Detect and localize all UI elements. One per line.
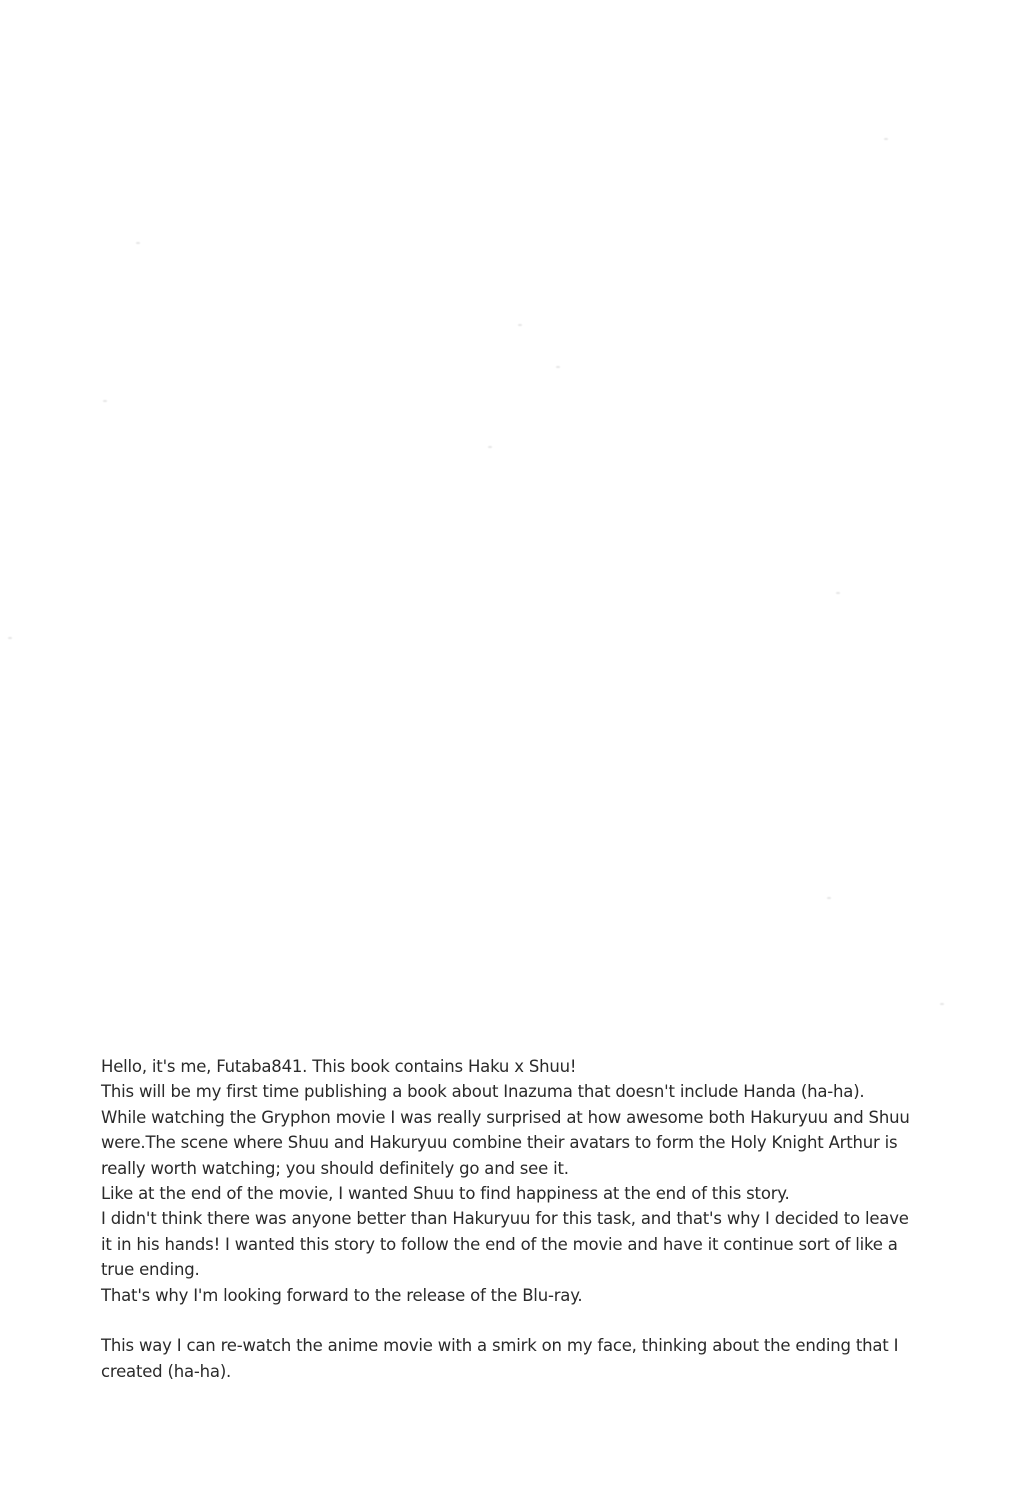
afterword-line: This way I can re-watch the anime movie with a smirk on my face, thinking about the ending that I <box>101 1336 899 1356</box>
afterword-line: it in his hands! I wanted this story to follow the end of the movie and have it continue sort of like a <box>101 1234 898 1254</box>
afterword-line: That's why I'm looking forward to the release of the Blu-ray. <box>101 1285 583 1305</box>
scan-speck <box>556 366 560 368</box>
scan-speck <box>103 400 107 402</box>
afterword-line: really worth watching; you should definitely go and see it. <box>101 1158 569 1178</box>
scan-speck <box>518 324 522 326</box>
scan-speck <box>8 637 12 639</box>
scan-speck <box>827 897 831 899</box>
scan-speck <box>836 592 840 594</box>
scan-speck <box>940 1003 944 1005</box>
afterword-line <box>101 1308 981 1333</box>
afterword-line: were.The scene where Shuu and Hakuryuu combine their avatars to form the Holy Knight Arthur is <box>101 1133 898 1153</box>
scan-speck <box>488 446 492 448</box>
afterword-line: This will be my first time publishing a book about Inazuma that doesn't include Handa (ha-ha). <box>101 1082 865 1102</box>
afterword-line: While watching the Gryphon movie I was really surprised at how awesome both Hakuryuu and Shuu <box>101 1107 910 1127</box>
afterword-line: Like at the end of the movie, I wanted Shuu to find happiness at the end of this story. <box>101 1183 790 1203</box>
scan-speck <box>884 138 888 140</box>
afterword-line: I didn't think there was anyone better than Hakuryuu for this task, and that's why I decided to leave <box>101 1209 909 1229</box>
afterword-line: Hello, it's me, Futaba841. This book contains Haku x Shuu! <box>101 1057 577 1076</box>
afterword-line: true ending. <box>101 1260 200 1280</box>
afterword-line: created (ha-ha). <box>101 1361 232 1381</box>
afterword-text-block <box>101 1054 981 1384</box>
scan-speck <box>136 242 140 244</box>
